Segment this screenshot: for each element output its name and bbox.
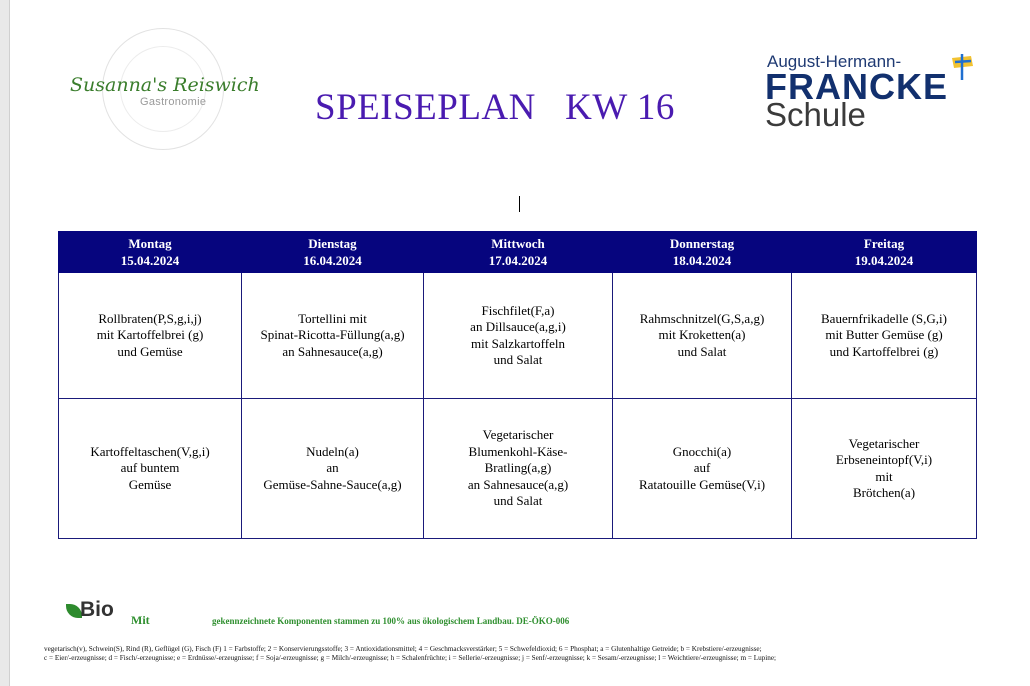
bio-note: gekennzeichnete Komponenten stammen zu 100% aus ökologischem Landbau. DE-ÖKO-006 <box>212 616 570 626</box>
dish-cell <box>242 399 424 539</box>
dish-cell <box>59 273 242 399</box>
day-header-monday <box>59 232 242 273</box>
page-gutter <box>0 0 10 686</box>
dish-line: und Salat <box>677 343 727 359</box>
dish-line: Fischfilet(F,a) <box>481 302 555 318</box>
day-name: Montag <box>128 236 172 251</box>
day-name: Dienstag <box>308 236 357 251</box>
dish-line: mit Butter Gemüse (g) <box>825 327 943 343</box>
dish-line: Nudeln(a) <box>306 443 359 459</box>
school-logo-line3: Schule <box>765 96 866 133</box>
dish-line: und Gemüse <box>117 343 183 359</box>
dish-line: Spinat-Ricotta-Füllung(a,g) <box>260 327 405 343</box>
day-header-wednesday <box>424 232 613 273</box>
school-logo <box>765 52 980 132</box>
day-header-friday <box>792 232 977 273</box>
dish-line: Vegetarischer <box>482 427 554 443</box>
dish-line: Ratatouille Gemüse(V,i) <box>638 476 766 492</box>
day-name: Donnerstag <box>669 236 735 251</box>
dish-line: auf buntem <box>120 460 180 476</box>
day-date: 19.04.2024 <box>854 253 914 268</box>
dish-line: Blumenkohl-Käse- <box>468 443 568 459</box>
day-date: 17.04.2024 <box>488 253 548 268</box>
dish-cell <box>424 273 613 399</box>
bio-mit-label: Mit <box>131 613 150 627</box>
bio-logo-text: Bio <box>80 598 114 621</box>
text-cursor <box>519 196 520 212</box>
dish-line: mit Kartoffelbrei (g) <box>96 327 204 343</box>
dish-line: Erbseneintopf(V,i) <box>835 452 933 467</box>
caterer-logo-name: Susanna's Reiswich <box>70 74 260 96</box>
dish-line: mit Salzkartoffeln <box>471 335 565 351</box>
dish-line: an <box>326 460 339 476</box>
dish-line: an Sahnesauce(a,g) <box>467 476 569 492</box>
day-header-thursday <box>613 232 792 273</box>
dish-line: mit Kroketten(a) <box>658 327 746 343</box>
day-date: 18.04.2024 <box>672 253 732 268</box>
dish-line: Gemüse-Sahne-Sauce(a,g) <box>263 476 402 492</box>
caterer-logo-subtitle: Gastronomie <box>140 96 207 108</box>
dish-cell <box>59 399 242 539</box>
dish-line: Kartoffeltaschen(V,g,i) <box>90 443 210 459</box>
dish-cell <box>424 399 613 539</box>
dish-line: Vegetarischer <box>848 435 920 451</box>
dish-cell <box>613 273 792 399</box>
day-header-row <box>59 232 977 273</box>
dish-line: Rollbraten(P,S,g,i,j) <box>98 310 202 326</box>
dish-line: an Dillsauce(a,g,i) <box>470 319 566 334</box>
allergen-legend <box>44 645 1004 663</box>
bio-logo <box>66 600 126 626</box>
dish-cell <box>613 399 792 539</box>
cross-flag-icon <box>949 54 975 80</box>
school-logo-line1: August-Hermann- <box>767 52 902 71</box>
dish-line: auf <box>693 460 711 476</box>
dish-line: Tortellini mit <box>298 310 367 326</box>
menu-row-2 <box>59 399 977 539</box>
page-title: SPEISEPLAN KW 16 <box>315 87 675 128</box>
menu-row-1 <box>59 273 977 399</box>
dish-line: Bratling(a,g) <box>484 460 552 476</box>
dish-line: Bauernfrikadelle (S,G,i) <box>821 310 947 326</box>
day-date: 15.04.2024 <box>120 253 180 268</box>
dish-line: und Salat <box>493 493 543 509</box>
dish-line: und Kartoffelbrei (g) <box>829 343 939 359</box>
caterer-logo <box>62 28 260 148</box>
dish-cell <box>242 273 424 399</box>
dish-line: Rahmschnitzel(G,S,a,g) <box>639 310 765 326</box>
legend-line: vegetarisch(v), Schwein(S), Rind (R), Geflügel (G), Fisch (F) 1 = Farbstoffe; 2 = Konservierungsstoffe; 3 = Antioxidationsmittel; 4 = Geschmacksverstärker; 5 = Schwefeldioxid; 6 = Phosphat; a = Glutenhaltige Getreide; b = Krebstiere/-erzeugnisse; <box>44 645 762 653</box>
dish-line: Gnocchi(a) <box>672 443 732 459</box>
dish-line: mit <box>875 468 893 484</box>
day-name: Freitag <box>863 236 905 251</box>
school-logo-line2: FRANCKE <box>765 66 948 107</box>
dish-cell <box>792 399 977 539</box>
dish-line: und Salat <box>493 352 543 367</box>
dish-line: Gemüse <box>128 476 172 492</box>
legend-line: c = Eier/-erzeugnisse; d = Fisch/-erzeugnisse; e = Erdnüsse/-erzeugnisse; f = Soja/-erzeugnisse; g = Milch/-erzeugnisse; h = Schalenfrüchte; i = Sellerie/-erzeugnisse; j = Senf/-erzeugnisse; k = Sesam/-erzeugnisse; l = Weichtiere/-erzeugnisse; m = Lupine; <box>44 654 777 662</box>
day-header-tuesday <box>242 232 424 273</box>
day-date: 16.04.2024 <box>303 253 362 268</box>
dish-line: Brötchen(a) <box>852 485 916 500</box>
dish-cell <box>792 273 977 399</box>
day-name: Mittwoch <box>491 236 545 251</box>
dish-line: an Sahnesauce(a,g) <box>282 343 383 359</box>
menu-table <box>58 231 977 539</box>
